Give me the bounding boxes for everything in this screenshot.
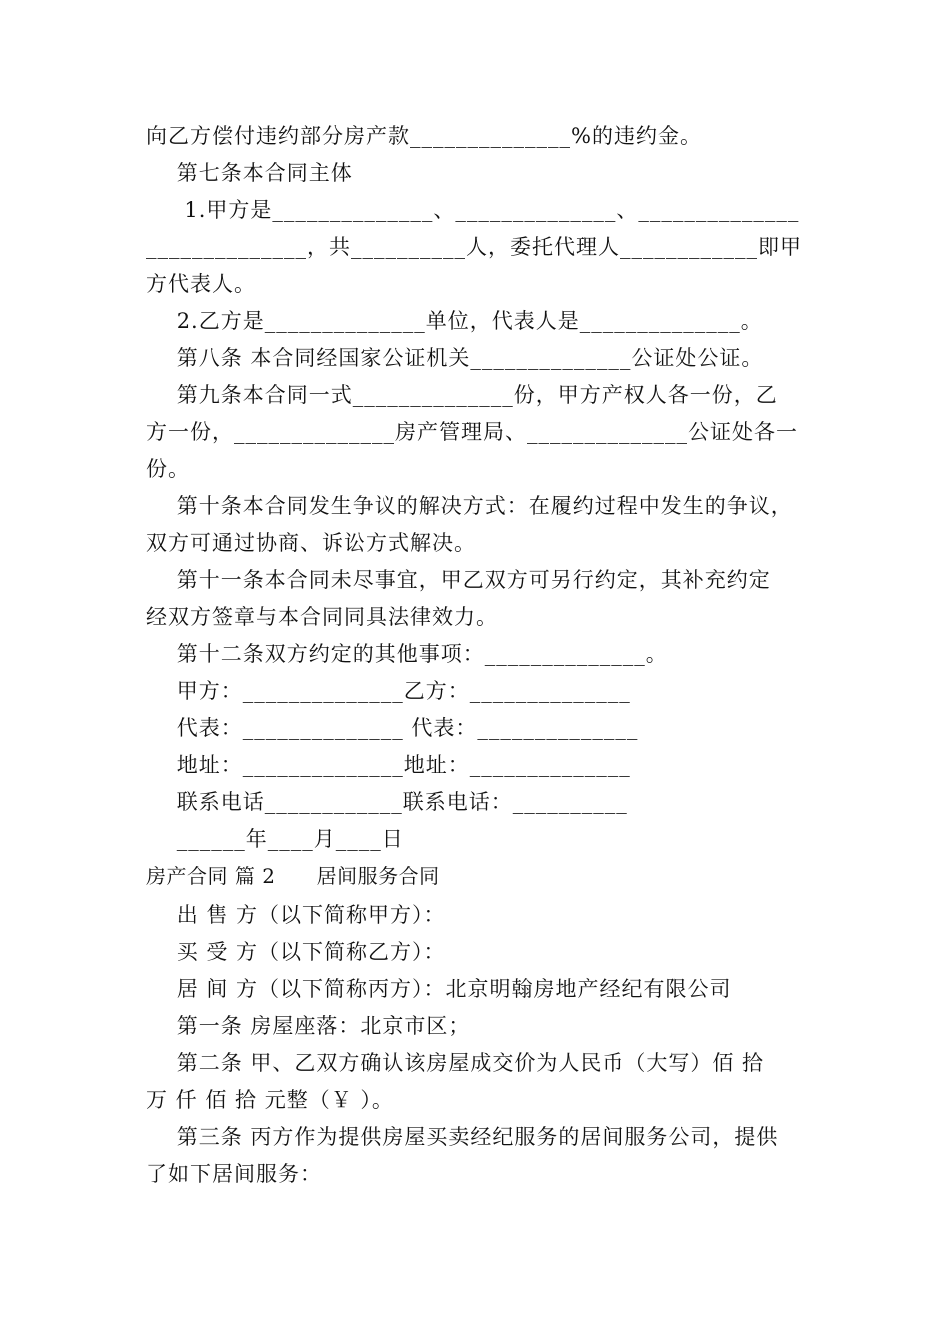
text-line: 双方可通过协商、诉讼方式解决。: [146, 531, 476, 555]
text-line: 方一份，______________房产管理局、______________公证处各一: [146, 420, 798, 444]
text-line: 了如下居间服务：: [146, 1162, 322, 1186]
text-line: 甲方：______________乙方：______________: [146, 679, 631, 703]
text-line: 2.乙方是______________单位，代表人是______________。: [146, 309, 763, 333]
text-line: 份。: [146, 457, 190, 481]
text-line: 1.甲方是______________、______________、______________: [146, 198, 800, 222]
text-line: 向乙方偿付违约部分房产款______________%的违约金。: [146, 124, 702, 148]
text-line: 出 售 方（以下简称甲方）：: [146, 903, 446, 927]
text-line: 地址：______________地址：______________: [146, 753, 631, 777]
text-line: ______年____月____日: [146, 827, 404, 851]
text-line: 第一条 房屋座落：北京市区；: [146, 1014, 471, 1038]
text-line: 联系电话____________联系电话：__________: [146, 790, 628, 814]
text-line: 第十二条双方约定的其他事项：______________。: [146, 642, 668, 666]
text-line: 第十条本合同发生争议的解决方式：在履约过程中发生的争议，: [146, 494, 793, 518]
text-line: 第十一条本合同未尽事宜，甲乙双方可另行约定，其补充约定: [146, 568, 771, 592]
text-line: 第七条本合同主体: [146, 161, 353, 185]
text-line: 居 间 方（以下简称丙方）：北京明翰房地产经纪有限公司: [146, 977, 732, 1001]
text-line: 第三条 丙方作为提供房屋买卖经纪服务的居间服务公司，提供: [146, 1125, 779, 1149]
text-line: 万 仟 佰 拾 元整（￥ ）。: [146, 1088, 394, 1112]
section-heading: 房产合同 篇 2 居间服务合同: [146, 864, 440, 888]
text-line: 方代表人。: [146, 272, 256, 296]
text-line: 经双方签章与本合同同具法律效力。: [146, 605, 498, 629]
text-line: 第二条 甲、乙双方确认该房屋成交价为人民币（大写）佰 拾: [146, 1051, 765, 1075]
text-line: ______________，共__________人，委托代理人____________即甲: [146, 235, 802, 259]
text-line: 第九条本合同一式______________份，甲方产权人各一份，乙: [146, 383, 778, 407]
text-line: 代表：______________ 代表：______________: [146, 716, 639, 740]
text-line: 买 受 方（以下简称乙方）：: [146, 940, 446, 964]
text-line: 第八条 本合同经国家公证机关______________公证处公证。: [146, 346, 764, 370]
